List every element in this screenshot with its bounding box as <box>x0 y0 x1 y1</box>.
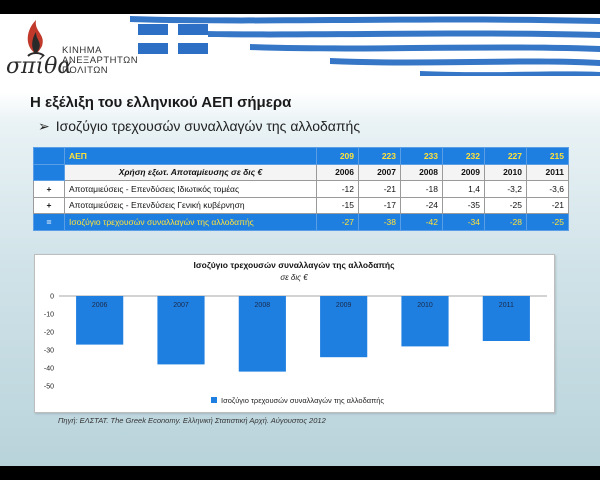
table-cell: -42 <box>401 214 443 231</box>
table-cell: 2006 <box>317 164 359 181</box>
greek-flag-banner <box>130 14 600 76</box>
table-cell: -21 <box>527 197 569 214</box>
row-label: Ισοζύγιο τρεχουσών συναλλαγών της αλλοδαπής <box>65 214 317 231</box>
category-label: 2011 <box>498 302 514 309</box>
table-cell: -25 <box>527 214 569 231</box>
table-cell: 2009 <box>443 164 485 181</box>
logo-line-3: ΠΟΛΙΤΩΝ <box>62 65 109 76</box>
table-row <box>34 148 569 165</box>
logo-line-2: ΑΝΕΞΑΡΤΗΤΩΝ <box>62 55 139 66</box>
category-label: 2009 <box>335 302 352 309</box>
table-cell: -15 <box>317 197 359 214</box>
y-tick-label: -30 <box>43 347 54 355</box>
table-cell: -24 <box>401 197 443 214</box>
slide <box>0 14 600 466</box>
row-symbol: = <box>34 214 65 231</box>
bullet-heading <box>38 118 360 135</box>
logo-wordmark: σπίθα <box>6 54 73 79</box>
y-tick-label: 0 <box>50 293 54 301</box>
row-label: Αποταμιεύσεις - Επενδύσεις Ιδιωτικός τομέας <box>65 181 317 198</box>
table-cell: 215 <box>527 148 569 165</box>
bars <box>76 296 530 372</box>
table-cell: 232 <box>443 148 485 165</box>
bar-chart <box>35 255 554 412</box>
top-black-bar <box>0 0 600 14</box>
table-cell: 2007 <box>359 164 401 181</box>
row-label: Αποταμιεύσεις - Επενδύσεις Γενική κυβέρνηση <box>65 197 317 214</box>
chart-panel <box>34 254 555 413</box>
legend-swatch <box>211 397 217 403</box>
bottom-black-bar <box>0 466 600 480</box>
logo-line-1: ΚΙΝΗΜΑ <box>62 45 102 56</box>
y-tick-label: -10 <box>43 311 54 319</box>
table-cell: -28 <box>485 214 527 231</box>
slide-title: Η εξέλιξη του ελληνικού ΑΕΠ σήμερα <box>30 94 292 111</box>
row-symbol: + <box>34 181 65 198</box>
row-symbol: + <box>34 197 65 214</box>
y-tick-label: -40 <box>43 365 54 373</box>
table-cell: -12 <box>317 181 359 198</box>
arrow-bullet-icon: ➢ <box>38 118 50 134</box>
table-cell: 2010 <box>485 164 527 181</box>
table-cell: -27 <box>317 214 359 231</box>
category-label: 2006 <box>91 302 108 309</box>
table-cell: -17 <box>359 197 401 214</box>
category-label: 2007 <box>173 302 189 309</box>
category-label: 2008 <box>254 302 271 309</box>
bullet-text: Ισοζύγιο τρεχουσών συναλλαγών της αλλοδαπής <box>55 118 361 134</box>
table-cell: 223 <box>359 148 401 165</box>
table-cell: -25 <box>485 197 527 214</box>
row-label: Χρήση εξωτ. Αποταμίευσης σε δις € <box>65 164 317 181</box>
logo-tagline <box>62 46 138 76</box>
legend <box>211 396 384 405</box>
table-cell: -18 <box>401 181 443 198</box>
data-table <box>33 147 569 231</box>
legend-label: Ισοζύγιο τρεχουσών συναλλαγών της αλλοδαπής <box>221 396 385 405</box>
table-cell: 209 <box>317 148 359 165</box>
table-row <box>34 214 569 231</box>
table-cell: -3,2 <box>485 181 527 198</box>
table-cell: -21 <box>359 181 401 198</box>
table-cell: -3,6 <box>527 181 569 198</box>
category-label: 2010 <box>417 302 433 309</box>
table-row <box>34 197 569 214</box>
row-label: ΑΕΠ <box>65 148 317 165</box>
source-note: Πηγή: ΕΛΣΤΑΤ. The Greek Economy. Ελληνική Στατιστική Αρχή. Αύγουστος 2012 <box>58 416 326 425</box>
table-cell: 2008 <box>401 164 443 181</box>
table-cell: -35 <box>443 197 485 214</box>
table-cell: 227 <box>485 148 527 165</box>
row-symbol <box>34 148 65 165</box>
table-cell: -34 <box>443 214 485 231</box>
chart-title: Ισοζύγιο τρεχουσών συναλλαγών της αλλοδαπής <box>193 260 395 270</box>
table-cell: 233 <box>401 148 443 165</box>
table-row <box>34 164 569 181</box>
table-cell: 1,4 <box>443 181 485 198</box>
table-cell: -38 <box>359 214 401 231</box>
y-tick-label: -20 <box>43 329 54 337</box>
table-row <box>34 181 569 198</box>
chart-subtitle: σε δις € <box>280 273 308 282</box>
table-cell: 2011 <box>527 164 569 181</box>
y-tick-label: -50 <box>43 383 54 391</box>
row-symbol <box>34 164 65 181</box>
